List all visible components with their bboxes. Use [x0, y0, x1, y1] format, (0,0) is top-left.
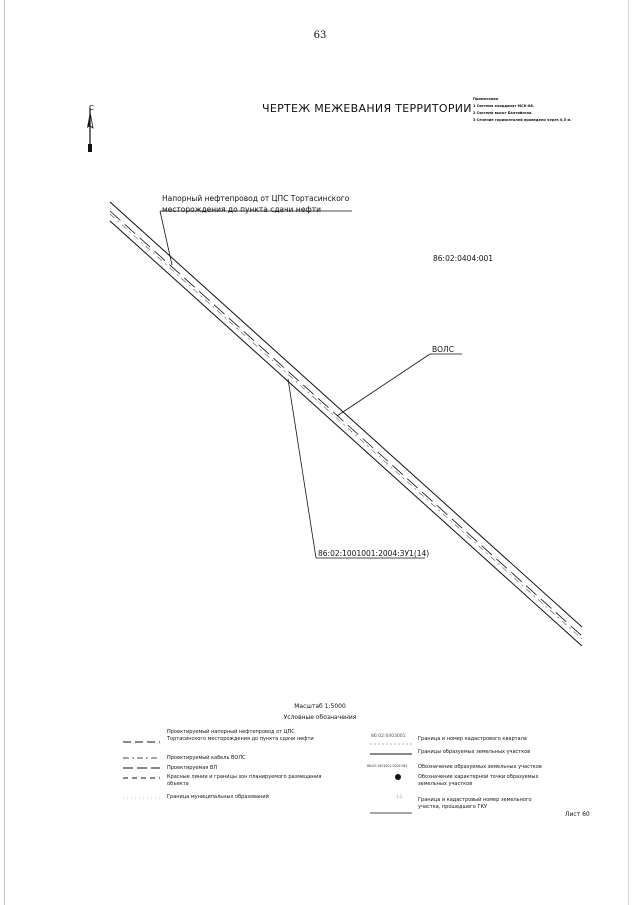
notes-heading: Примечания	[473, 97, 499, 101]
pipeline-label	[162, 193, 362, 215]
legend-plot-sample: 86:02:1001001:2004:ЗУ1	[367, 764, 408, 768]
land-plot-label: 86:02:1001001:2004:ЗУ1(14)	[318, 549, 430, 558]
legend-item-point: Обозначение характерной точки образуемых земельных участков	[418, 774, 539, 787]
plot-leader	[288, 379, 316, 558]
legend-item-pipeline: Проектируемый напорный нефтепровод от ЦПС Тортасинского месторождения до пункта сдачи нефти	[167, 729, 314, 742]
legend-item-red-lines: Красные линии и границы зон планируемого размещения объекта	[167, 774, 322, 787]
north-label: С	[89, 104, 94, 112]
legend-item-municipal: Граница муниципальных образований	[167, 794, 269, 800]
vols-label: ВОЛС	[432, 345, 454, 354]
note-item: 1 Система координат МСК-86.	[473, 104, 535, 108]
legend-item-plot-boundary: Границы образуемых земельных участков	[418, 749, 531, 755]
legend-item-quarter: Граница и номер кадастрового квартала	[418, 736, 527, 742]
legend-registered-sample: 1:2	[396, 794, 403, 799]
pipeline-label-line2: месторождения до пункта сдачи нефти	[162, 205, 321, 214]
note-item: 2 Система высот Балтийская.	[473, 111, 533, 115]
vols-leader	[337, 354, 430, 416]
pipeline-label-line1: Напорный нефтепровод от ЦПС Тортасинского	[162, 194, 350, 203]
legend-point-symbol	[395, 774, 401, 780]
pipeline-axis-line	[110, 211, 582, 636]
vols-cable-line	[110, 214, 582, 639]
legend-quarter-sample: 86:02:0403001	[371, 734, 406, 739]
legend-item-vols: Проектируемый кабель ВОЛС	[167, 755, 246, 761]
legend-title: Условные обозначения	[283, 714, 357, 721]
scale-label: Масштаб 1:5000	[294, 703, 346, 710]
legend-item-plot-designation: Обозначение образуемых земельных участков	[418, 764, 542, 770]
pipeline-leader	[160, 211, 172, 265]
legend-item-power-line: Проектируемая ВЛ	[167, 765, 218, 771]
corridor-boundary-lower	[110, 221, 582, 646]
sheet-number: Лист 60	[565, 811, 590, 818]
legend-item-registered-plot: Граница и кадастровый номер земельного участка, прошедшего ГКУ	[418, 797, 532, 810]
corridor-boundary-upper	[110, 202, 582, 627]
page-number: 63	[313, 30, 327, 41]
drawing-title: ЧЕРТЕЖ МЕЖЕВАНИЯ ТЕРРИТОРИИ	[262, 102, 472, 115]
cadastral-quarter-label: 86:02:0404:001	[433, 254, 494, 263]
note-item: 3 Сечение горизонталей проведено через 0,5 м.	[473, 118, 572, 122]
